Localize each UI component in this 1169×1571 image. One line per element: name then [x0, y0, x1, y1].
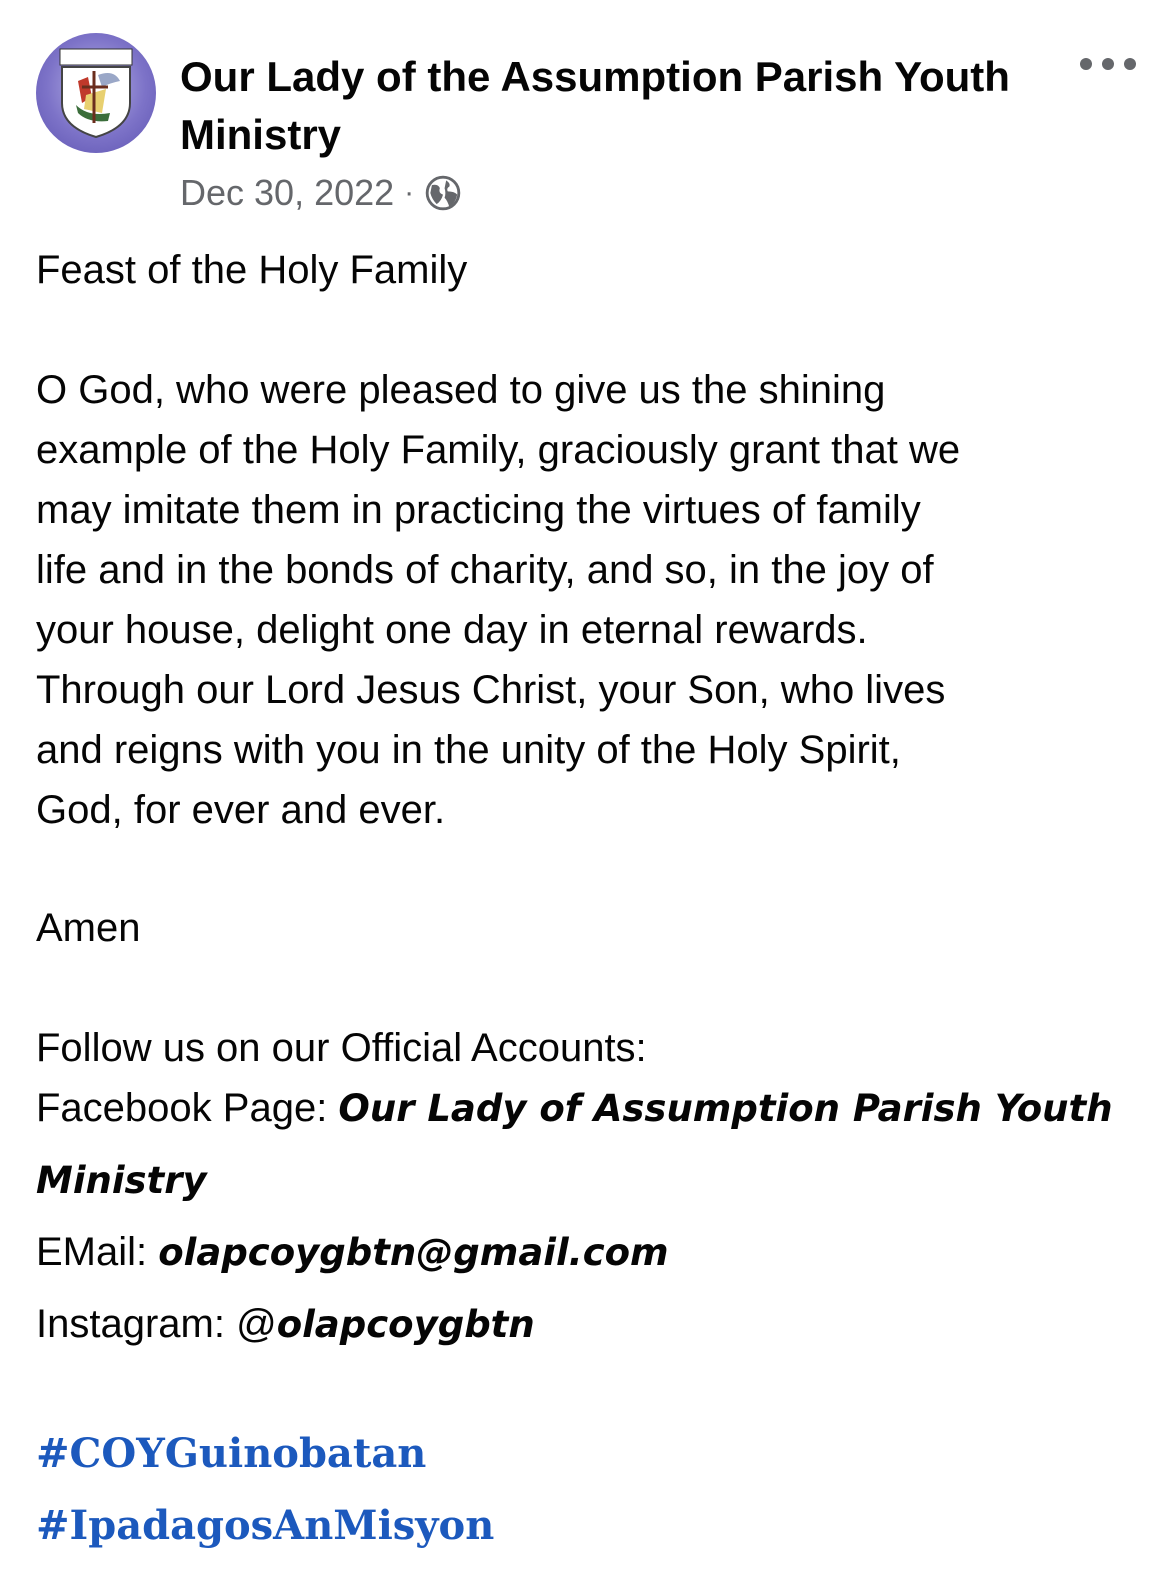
instagram-handle: olapcoygbtn — [276, 1303, 535, 1346]
follow-heading: Follow us on our Official Accounts: — [36, 1026, 647, 1070]
more-dot-icon — [1102, 58, 1114, 70]
prayer-line: and reigns with you in the unity of the Holy Spirit, — [36, 728, 901, 772]
instagram-line — [36, 1294, 535, 1355]
facebook-line — [36, 1078, 1113, 1139]
amen-text: Amen — [36, 906, 141, 950]
facebook-label: Facebook Page: — [36, 1086, 339, 1130]
instagram-label: Instagram: @ — [36, 1302, 277, 1346]
prayer-line: God, for ever and ever. — [36, 788, 446, 832]
email-line — [36, 1222, 669, 1283]
facebook-line-continued — [36, 1150, 207, 1211]
page-avatar[interactable] — [36, 33, 156, 153]
prayer-text — [36, 360, 960, 840]
email-value: olapcoygbtn@gmail.com — [158, 1231, 669, 1274]
prayer-line: may imitate them in practicing the virtues of family — [36, 488, 921, 532]
prayer-line: life and in the bonds of charity, and so, in the joy of — [36, 548, 934, 592]
page-name[interactable]: Our Lady of the Assumption Parish Youth Ministry — [180, 53, 1010, 158]
parish-logo-icon — [58, 47, 134, 139]
hashtag-link[interactable]: #IpadagosAnMisyon — [36, 1502, 495, 1549]
prayer-line: O God, who were pleased to give us the shining — [36, 368, 886, 412]
meta-separator: · — [404, 176, 415, 209]
prayer-line: your house, delight one day in eternal rewards. — [36, 608, 868, 652]
more-dot-icon — [1080, 58, 1092, 70]
facebook-page-name-cont: Ministry — [36, 1159, 207, 1202]
prayer-line: example of the Holy Family, graciously grant that we — [36, 428, 961, 472]
post-title: Feast of the Holy Family — [36, 248, 468, 292]
hashtag-link[interactable]: #COYGuinobatan — [36, 1430, 427, 1477]
more-options-button[interactable] — [1080, 50, 1136, 78]
facebook-page-name: Our Lady of Assumption Parish Youth — [338, 1087, 1113, 1130]
more-dot-icon — [1124, 58, 1136, 70]
post-date[interactable]: Dec 30, 2022 — [180, 172, 395, 213]
email-label: EMail: — [36, 1230, 159, 1274]
post-meta — [180, 170, 462, 216]
globe-icon — [424, 174, 462, 212]
prayer-line: Through our Lord Jesus Christ, your Son, who lives — [36, 668, 946, 712]
